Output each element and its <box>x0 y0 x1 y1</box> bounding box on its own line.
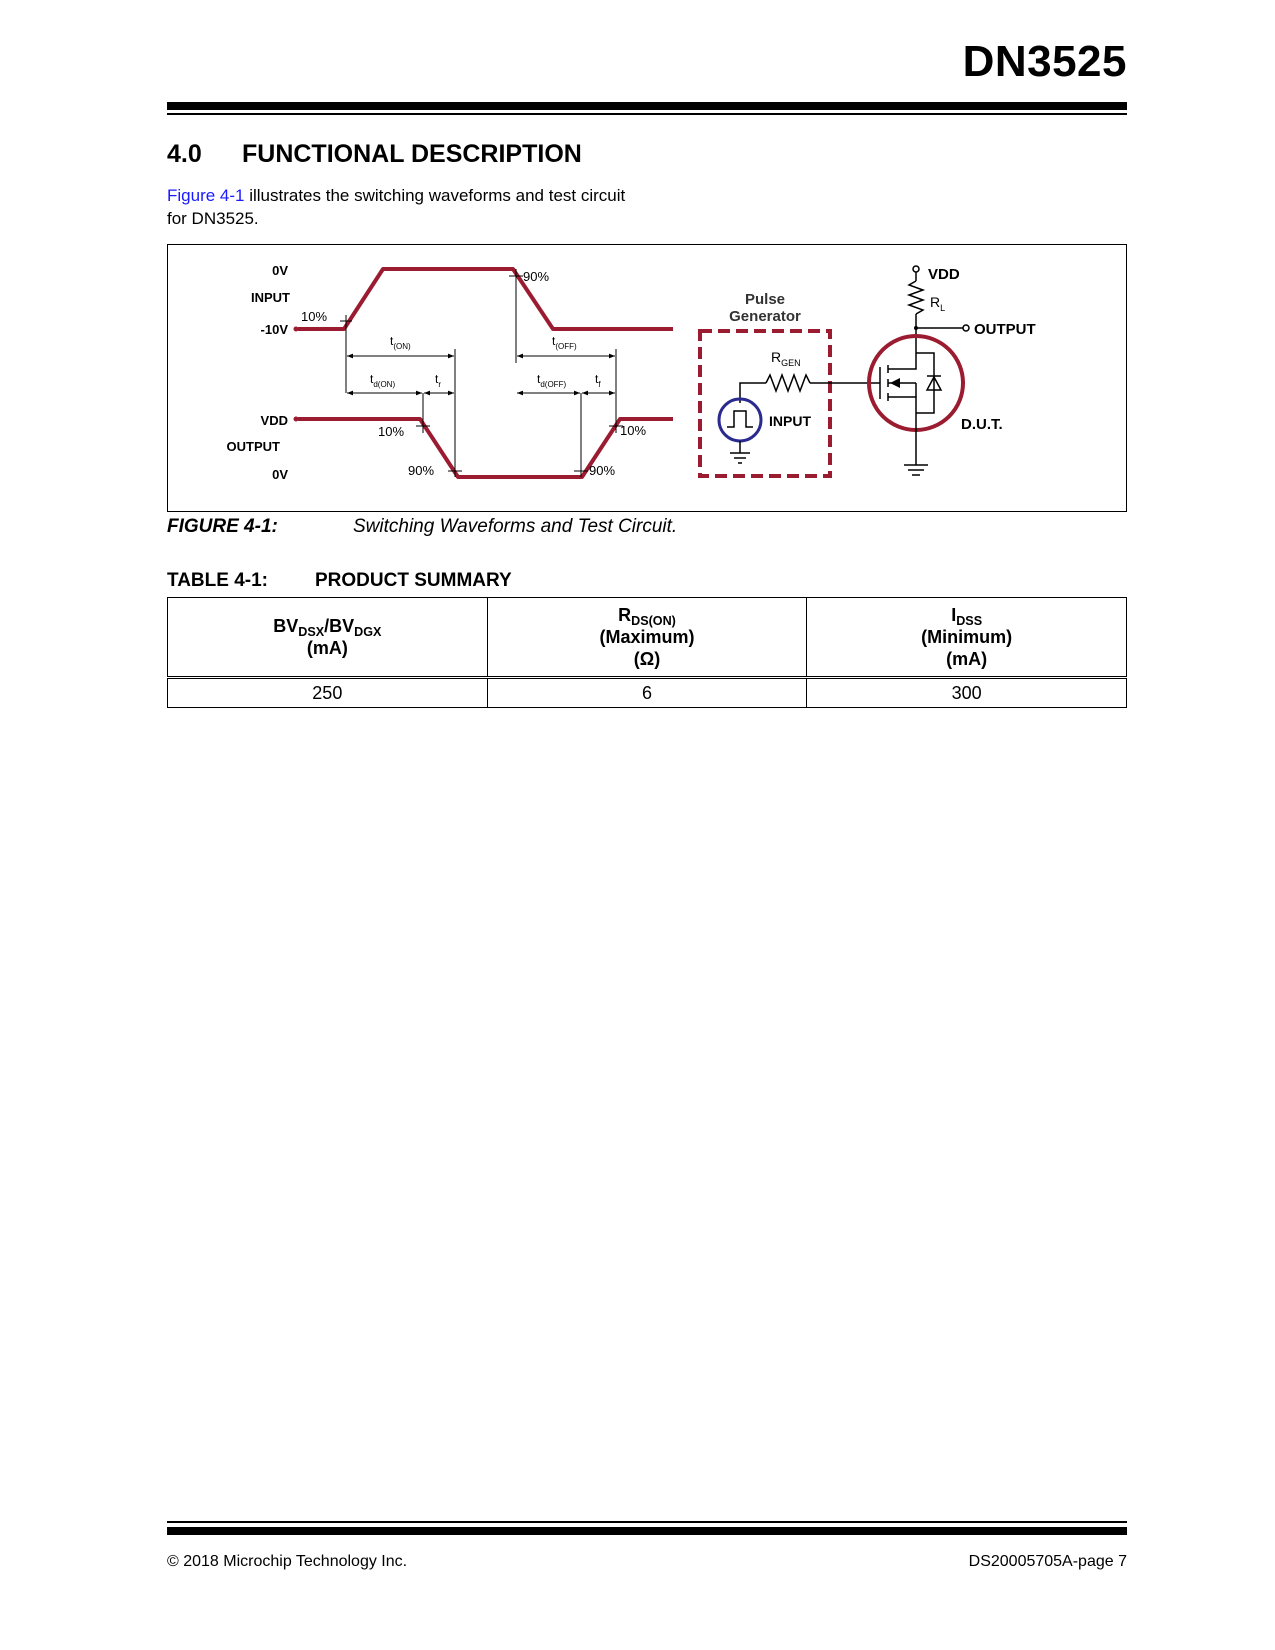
rl-resistor <box>909 281 923 314</box>
header-rule-thin <box>167 113 1127 115</box>
output-90pct-left-label: 90% <box>408 463 435 478</box>
tf-label: $t_f$ <box>595 372 601 389</box>
output-vdd-label: VDD <box>260 413 288 428</box>
input-0v-label: 0V <box>272 263 288 278</box>
footer-rule-thick <box>167 1527 1127 1535</box>
footer-page-number: DS20005705A-page 7 <box>968 1553 1127 1570</box>
output-10pct-right-label: 10% <box>620 423 647 438</box>
t-off-label: $t_{(OFF)}$ <box>552 334 577 351</box>
t-on-label: $t_{(ON)}$ <box>390 334 411 351</box>
table-cell: 6 <box>487 678 807 708</box>
figure-link[interactable]: Figure 4-1 <box>167 186 245 205</box>
table-cell: 300 <box>807 678 1127 708</box>
pulse-gen-line2: Generator <box>729 308 801 325</box>
section-heading <box>167 140 582 169</box>
figure-box <box>167 244 1127 512</box>
intro-paragraph <box>167 184 637 230</box>
table-cell: 250 <box>168 678 488 708</box>
intro-text: illustrates the switching waveforms and test circuit for DN3525. <box>167 186 626 228</box>
input-neg10v-label: -10V <box>260 322 288 337</box>
input-90pct-label: 90% <box>523 269 550 284</box>
footer-rule-thin <box>167 1521 1127 1523</box>
table-heading <box>167 570 512 592</box>
table-header-row <box>168 598 1127 678</box>
input-waveform <box>298 269 673 329</box>
pulse-generator-box <box>700 331 830 476</box>
figure-caption-text: Switching Waveforms and Test Circuit. <box>353 516 678 537</box>
header-rule-thick <box>167 102 1127 110</box>
output-waveform <box>298 419 673 477</box>
input-source-label: INPUT <box>769 413 811 429</box>
pulse-ground-icon <box>730 453 750 463</box>
section-title: FUNCTIONAL DESCRIPTION <box>242 140 582 168</box>
rgen-resistor <box>766 375 810 391</box>
output-0v-label: 0V <box>272 467 288 482</box>
section-number: 4.0 <box>167 140 202 168</box>
figure-caption <box>167 516 677 538</box>
output-terminal-label: OUTPUT <box>974 321 1036 338</box>
switching-waveforms-figure <box>168 245 1126 511</box>
document-title: DN3525 <box>962 37 1127 86</box>
tr-label: $t_r$ <box>435 372 442 389</box>
vdd-label: VDD <box>928 266 960 283</box>
output-10pct-left-label: 10% <box>378 424 405 439</box>
dut-label: D.U.T. <box>961 416 1003 433</box>
input-10pct-label: 10% <box>301 309 328 324</box>
td-on-label: $t_{d(ON)}$ <box>370 372 396 389</box>
table-label: TABLE 4-1: <box>167 570 268 591</box>
product-summary-table <box>167 597 1127 708</box>
pulse-source-icon <box>719 399 761 441</box>
input-label: INPUT <box>251 290 290 305</box>
output-90pct-right-label: 90% <box>589 463 616 478</box>
output-label: OUTPUT <box>226 439 280 454</box>
figure-caption-label: FIGURE 4-1: <box>167 516 278 537</box>
pulse-gen-line1: Pulse <box>744 291 786 308</box>
table-row <box>168 678 1127 708</box>
col-idss-header: $I_{DSS}$ (Minimum) (mA) <box>807 598 1127 678</box>
table-title: PRODUCT SUMMARY <box>315 570 512 591</box>
footer-copyright: © 2018 Microchip Technology Inc. <box>167 1553 408 1570</box>
col-rds-header: $R_{DS(ON)}$ (Maximum) (Ω) <box>487 598 807 678</box>
rl-label: $R_L$ <box>930 294 946 313</box>
td-off-label: $t_{d(OFF)}$ <box>537 372 567 389</box>
dut-ground-icon <box>904 465 928 475</box>
rgen-label: $R_{GEN}$ <box>771 349 801 368</box>
col-bv-header: $BV_{DSX}/BV_{DGX}$ (mA) <box>168 598 488 678</box>
